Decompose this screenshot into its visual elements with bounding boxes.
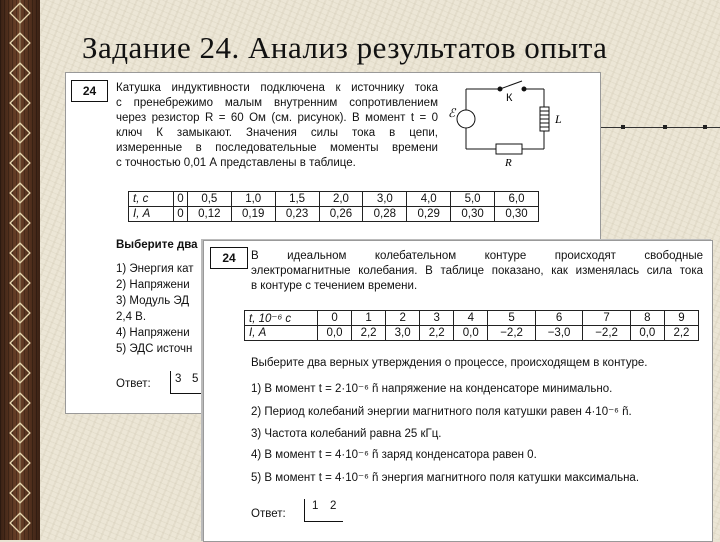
table-cell: 0 [174,207,188,222]
task2-answer-digit: 2 [330,500,337,512]
task2-text-line: в контуре с течением времени. [251,280,418,292]
table-cell: 0,0 [454,326,488,341]
task1-option: 1) Энергия кат [116,263,194,275]
table-cell: 1 [352,311,386,326]
task1-prompt: Выберите два [116,239,198,251]
task-sheet-2 [203,240,713,542]
task1-text-line: с пренебрежимо малым внутренним сопротивлением [116,97,438,109]
task2-text-line: электромагнитные колебания. В таблице показано, как изменялась сила тока [251,265,703,277]
table-cell: 4,0 [407,192,451,207]
task2-option: 3) Частота колебаний равна 25 кГц. [251,428,442,440]
rule-dots-ornament-icon [600,122,720,132]
task2-prompt: Выберите два верных утверждения о процессе, происходящем в контуре. [251,357,648,369]
table-cell: 1,0 [231,192,275,207]
table-header-cell: I, А [245,326,318,341]
task1-answer-digit: 3 [175,373,182,385]
table-cell: −2,2 [488,326,536,341]
table-cell: 3,0 [386,326,420,341]
resistor-icon [496,144,522,154]
table-cell: −2,2 [583,326,631,341]
table-cell: 6,0 [495,192,539,207]
table-cell: 0,0 [630,326,664,341]
task1-text-line: ключ К замыкают. Значения силы тока в цепи, [116,127,438,139]
table-header-cell: I, А [129,207,174,222]
task2-option: 1) В момент t = 2·10⁻⁶ ñ напряжение на конденсаторе минимально. [251,383,613,395]
task1-option: 5) ЭДС источн [116,343,193,355]
table-cell: 3,0 [363,192,407,207]
table-cell: 8 [630,311,664,326]
source-symbol-icon [457,110,475,128]
table-cell: 0,30 [495,207,539,222]
table-cell: 0,0 [318,326,352,341]
table-cell: 0,28 [363,207,407,222]
table-cell: 2,2 [420,326,454,341]
task1-option: 3) Модуль ЭД [116,295,190,307]
table-cell: 0,19 [231,207,275,222]
table-row [245,311,699,326]
inductor-label: L [555,112,562,126]
task2-answer-label: Ответ: [251,508,286,520]
task1-answer-label: Ответ: [116,378,151,390]
task1-text-line: через резистор R = 60 Ом (см. рисунок). В момент t = 0 [116,112,438,124]
source-label: ℰ [448,106,456,120]
table-cell: 2,0 [319,192,363,207]
table-cell: 2 [386,311,420,326]
table-cell: 0 [318,311,352,326]
table-cell: 1,5 [275,192,319,207]
switch-label: К [506,92,513,104]
task2-data-table [244,310,699,341]
task2-option: 4) В момент t = 4·10⁻⁶ ñ заряд конденсатора равен 0. [251,449,537,461]
table-cell: 0,12 [187,207,231,222]
table-cell: 7 [583,311,631,326]
table-cell: 9 [664,311,698,326]
task1-text-line: измеренные в последовательные моменты времени [116,142,438,154]
task2-text-line: В идеальном колебательном контуре происходят свободные [251,250,703,262]
table-cell: 0 [174,192,188,207]
table-cell: 0,23 [275,207,319,222]
switch-icon [500,81,522,89]
table-cell: 5,0 [451,192,495,207]
table-cell: −3,0 [535,326,583,341]
table-cell: 6 [535,311,583,326]
table-cell: 0,26 [319,207,363,222]
task2-answer-digit: 1 [312,500,319,512]
circuit-diagram [446,79,576,167]
table-header-cell: t, 10⁻⁶ с [245,311,318,326]
table-cell: 0,30 [451,207,495,222]
task1-text-line: Катушка индуктивности подключена к источнику тока [116,82,438,94]
table-row [129,207,539,222]
table-cell: 2,2 [352,326,386,341]
task-number-box: 24 [210,247,248,269]
task1-option: 4) Напряжени [116,327,190,339]
task2-answer-box [304,499,343,522]
resistor-label: R [505,157,512,167]
table-header-cell: t, с [129,192,174,207]
task1-answer-digit: 5 [192,373,199,385]
task2-option: 5) В момент t = 4·10⁻⁶ ñ энергия магнитного поля катушки максимальна. [251,472,640,484]
task2-option: 2) Период колебаний энергии магнитного поля катушки равен 4·10⁻⁶ ñ. [251,406,632,418]
task1-option: 2) Напряжени [116,279,190,291]
task-number-box: 24 [71,80,108,102]
table-cell: 3 [420,311,454,326]
slide-title: Задание 24. Анализ результатов опыта [82,30,608,65]
task1-option: 2,4 В. [116,311,147,323]
table-row [245,326,699,341]
task1-text-line: с точностью 0,01 А представлены в таблице. [116,157,356,169]
table-row [129,192,539,207]
table-cell: 2,2 [664,326,698,341]
table-cell: 0,5 [187,192,231,207]
table-cell: 0,29 [407,207,451,222]
task1-data-table [128,191,539,222]
table-cell: 5 [488,311,536,326]
table-cell: 4 [454,311,488,326]
chain-ornament-icon [0,0,40,540]
